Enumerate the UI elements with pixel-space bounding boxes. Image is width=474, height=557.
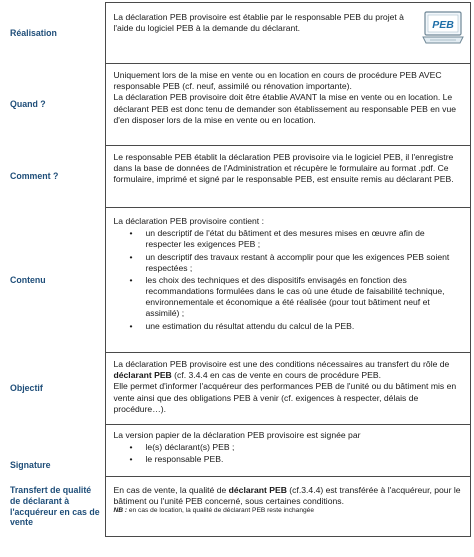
list-item: • les choix des techniques et des dispositifs envisagés en fonction des recommandations formulées dans le cas où une étude de faisabilité technique, environnementale et économique a été réalisée (pour tout bâtiment neuf et assimilé) ;	[114, 275, 463, 320]
objectif-paragraph-1	[114, 359, 463, 381]
transfert-paragraph	[114, 485, 463, 507]
objectif-bold-term: déclarant PEB	[113, 370, 172, 381]
objectif-text-after: (cf. 3.4.4 en cas de vente en cours de procédure PEB.	[171, 370, 382, 381]
row-label-transfert: Transfert de qualité de déclarant à l'acquéreur en cas de vente	[10, 484, 100, 528]
row-content-realisation	[105, 3, 470, 64]
table-row-quand	[0, 64, 470, 146]
peb-software-icon	[422, 11, 464, 47]
list-item: • le(s) déclarant(s) PEB ;	[114, 442, 463, 453]
list-item: • un descriptif de l'état du bâtiment et des mesures mises en œuvre afin de respecter les exigences PEB ;	[114, 228, 463, 250]
comment-text: Le responsable PEB établit la déclaration PEB provisoire via le logiciel PEB, il l'enregistre dans la base de données de l'Administration et récupère le formulaire au format .pdf. Ce formulaire, imprimé et signé par le responsable PEB, est ensuite remis au déclarant PEB.	[113, 152, 454, 185]
note-text: en cas de location, la qualité de déclarant PEB reste inchangée	[127, 507, 315, 515]
note-label: NB :	[113, 507, 128, 515]
list-item: • une estimation du résultat attendu du calcul de la PEB.	[114, 321, 463, 332]
objectif-text-before: La déclaration PEB provisoire est une des conditions nécessaires au transfert du rôle de	[113, 359, 450, 369]
row-content-quand	[105, 64, 470, 146]
row-label-quand: Quand ?	[10, 99, 46, 109]
contenu-intro: La déclaration PEB provisoire contient :	[113, 216, 264, 226]
row-label-objectif: Objectif	[10, 383, 43, 393]
contenu-list	[114, 228, 463, 332]
realisation-text: La déclaration PEB provisoire est établie par le responsable PEB du projet à l'aide du logiciel PEB à la demande du déclarant.	[113, 12, 404, 34]
transfert-bold-term: déclarant PEB	[228, 485, 287, 495]
row-label-comment: Comment ?	[10, 171, 59, 181]
row-content-signature	[105, 425, 470, 477]
transfert-text-before: En cas de vente, la qualité de	[113, 485, 229, 495]
objectif-paragraph-2: Elle permet d'informer l'acquéreur des performances PEB de l'unité ou du bâtiment mis en vente ainsi que des obligations PEB à venir (cf. exigences à respecter, délais de procédure…).	[113, 381, 457, 414]
row-content-transfert	[105, 477, 470, 537]
table-row-realisation	[0, 3, 470, 64]
peb-info-table	[0, 2, 471, 537]
table-row-contenu	[0, 208, 470, 353]
peb-icon-text: PEB	[431, 19, 454, 31]
list-item: • un descriptif des travaux restant à accomplir pour que les exigences PEB soient respectées ;	[114, 252, 463, 274]
row-label-contenu: Contenu	[10, 274, 46, 285]
quand-paragraph-2: La déclaration PEB provisoire doit être établie AVANT la mise en vente ou en location. Le déclarant PEB est donc tenu de demander son établissement au responsable PEB en vue d'en disposer lors de la mise en vente ou en location.	[113, 92, 457, 125]
table-row-objectif	[0, 353, 470, 425]
signature-list	[114, 442, 463, 465]
row-label-signature: Signature	[10, 459, 51, 470]
row-content-comment	[105, 146, 470, 208]
table-row-signature	[0, 425, 470, 477]
signature-intro: La version papier de la déclaration PEB provisoire est signée par	[113, 430, 361, 440]
list-item: • le responsable PEB.	[114, 454, 463, 465]
table-row-comment	[0, 146, 470, 208]
row-content-contenu	[105, 208, 470, 353]
table-row-transfert	[0, 477, 470, 537]
row-label-realisation: Réalisation	[10, 27, 57, 38]
row-content-objectif	[105, 353, 470, 425]
transfert-text-after: (cf.3.4.4) est transférée à l'acquéreur, pour le bâtiment ou l'unité PEB concerné, sous certaines conditions.	[113, 485, 461, 507]
quand-paragraph-1: Uniquement lors de la mise en vente ou en location en cours de procédure PEB AVEC responsable PEB (cf. neuf, assimilé ou rénovation importante).	[113, 70, 442, 92]
transfert-note	[114, 507, 463, 516]
